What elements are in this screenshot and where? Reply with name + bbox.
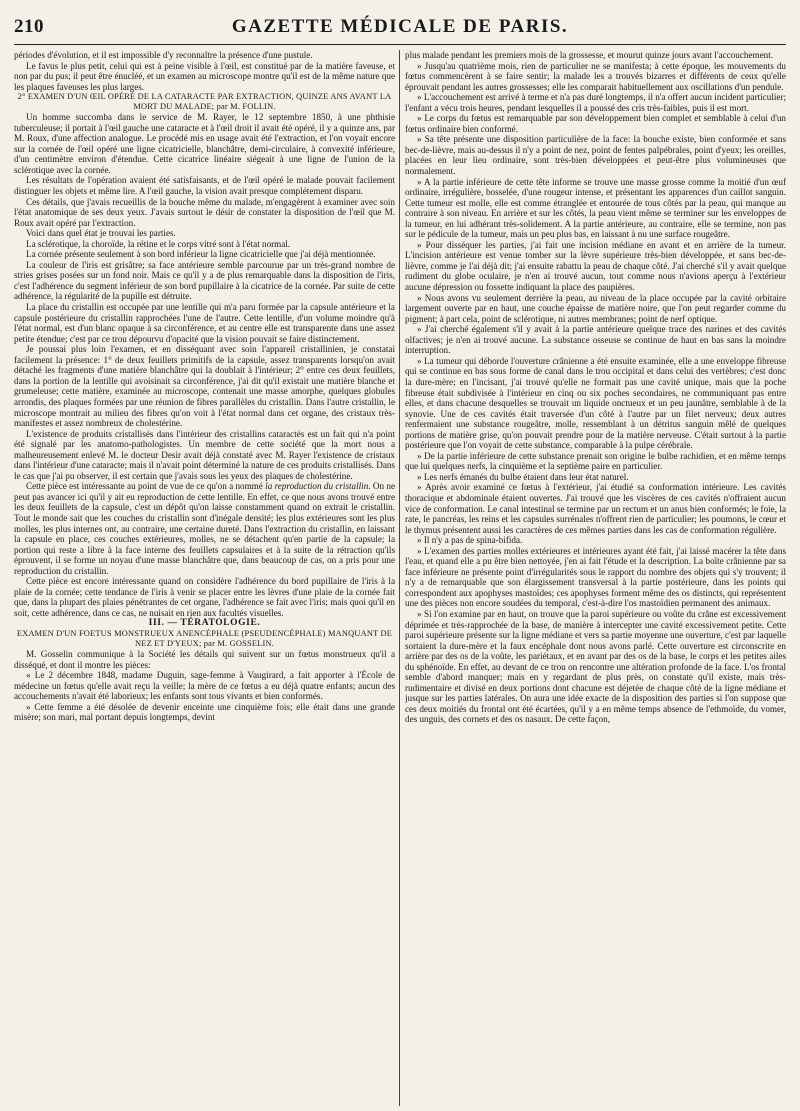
paragraph: » Le corps du fœtus est remarquable par son développement bien complet et semblable à celui d'un fœtus ordinaire bien conformé.: [405, 113, 786, 134]
paragraph: » Nous avons vu seulement derrière la peau, au niveau de la place occupée par la cavité orbitaire largement ouverte par en haut, une couche épaisse de matière noire, que l'on peut regarder comme du pigment; à part cela, point de sclérotique, ni autres membranes; point de nerf optique.: [405, 292, 786, 324]
paragraph: « Le 2 décembre 1848, madame Duguin, sage-femme à Vaugirard, a fait apporter à l'École de médecine un fœtus qu'elle avait reçu la veille; la mère de ce fœtus a eu déjà quatre enfants; aucun des accouchements n'avait été laborieux; les enfants sont tous vivants et bien conformés.: [14, 670, 395, 702]
paragraph: » De la partie inférieure de cette substance prenait son origine le bulbe rachidien, et en même temps que lui quelques nerfs, la cinquième et la septième paire en particulier.: [405, 450, 786, 472]
paragraph: » Il n'y a pas de spina-bifida.: [417, 535, 523, 546]
paragraph: Le favus le plus petit, celui qui est à peine visible à l'œil, est constitué par de la matière faveuse, et non par du pus; il peut être énucléé, et un examen au microscope montre qu'il est de la même nature que les plaques faveuses les plus larges.: [14, 60, 395, 92]
paragraph: Ces détails, que j'avais recueillis de la bouche même du malade, m'engagèrent à examiner avec soin l'état anatomique de ses deux yeux. J'avais surtout le désir de constater la disposition de l'œil que M. Roux avait opéré par l'extraction.: [14, 196, 395, 228]
paragraph: Voici dans quel état je trouvai les parties.: [26, 228, 176, 239]
paragraph: [14, 481, 395, 576]
paragraph: » L'examen des parties molles extérieures et intérieures ayant été fait, j'ai laissé macérer la tête dans l'eau, et quand elle a pu être bien nettoyée, j'en ai fait l'étude et la description. La boîte crânienne par sa face inférieure ne présente point d'irrégularités sous le rapport du nombre des objets qui s'y trouvent; il n'y a de remarquable que son élargissement transversal à la partie postérieure, dans les points qui correspondent aux apophyses mastoïdes; ces apophyses forment même des os distincts, qui représentent une des pièces non encore soudées du temporal, c'est-à-dire l'os mastoïdien permanent des animaux.: [405, 545, 786, 609]
paragraph: » A la partie inférieure de cette tête informe se trouve une masse grosse comme la moitié d'un œuf ordinaire, irrégulière, bosselée, d'une rougeur intense, et présentant les apparences d'un caillot sanguin. Cette tumeur est molle, elle est comme étranglée et entourée de tous côtés par la peau, qui manque au contraire à son niveau. En arrière et sur les côtés, la peau vient même se terminer sur les enveloppes de la tumeur, en lui adhérant très-solidement. A la partie antérieure, au contraire, elle se termine, non pas sur le pédicule de la tumeur, mais un peu plus bas, en laissant à nu une surface rougeâtre.: [405, 176, 786, 240]
paragraph: plus malade pendant les premiers mois de la grossesse, et mourut quinze jours avant l'accouchement.: [405, 50, 774, 60]
paragraph: » L'accouchement est arrivé à terme et n'a pas duré longtemps, il n'a offert aucun incident particulier; l'enfant a vécu trois heures, pendant lesquelles il a poussé des cris très-faibles, puis il est mort.: [405, 92, 786, 113]
column-divider: [399, 50, 400, 1106]
paragraph: Cette pièce est encore intéressante quand on considère l'adhérence du bord pupillaire de l'iris à la plaie de la cornée; cette tendance de l'iris à venir se placer entre les lèvres d'une plaie de la cornée fait que, dans la plupart des plaies pénétrantes de cet organe, l'adhérence se fait avec l'iris; mais quoi qu'il en soit, cette adhérence, dans ce cas, ne nuisait en rien aux facultés visuelles.: [14, 576, 395, 618]
right-column: [405, 50, 786, 1106]
paragraph: » Cette femme a été désolée de devenir enceinte une cinquième fois; elle était dans une grande misère; son mari, mal portant depuis longtemps, devint: [14, 701, 395, 723]
paragraph: » Après avoir examiné ce fœtus à l'extérieur, j'ai étudié sa conformation intérieure. Les cavités thoracique et abdominale étaient ouvertes. J'ai trouvé que les viscères de ces cavités n'offraient aucun vice de conformation. Le canal intestinal se termine par un rectum et un anus bien conformés; le foie, la rate, le pancréas, les reins et les capsules surrénales n'offrent rien de particulier; les poumons, le cœur et le thymus présentent aussi les caractères de ces mêmes parties dans les cas de conformation régulière.: [405, 482, 786, 535]
paragraph: périodes d'évolution, et il est impossible d'y reconnaître la présence d'une pustule.: [14, 50, 313, 60]
article-title: EXAMEN D'UN FOETUS MONSTRUEUX ANENCÉPHALE (PSEUDENCÉPHALE) MANQUANT DE NEZ ET D'YEUX; par M. GOSSELIN.: [16, 628, 393, 648]
italic-phrase: la reproduction du cristallin: [265, 481, 369, 492]
paragraph: M. Gosselin communique à la Société les détails qui suivent sur un fœtus monstrueux qu'il a disséqué, et dont il montre les pièces:: [14, 648, 395, 670]
article-title: 2° EXAMEN D'UN ŒIL OPÉRÉ DE LA CATARACTE PAR EXTRACTION, QUINZE ANS AVANT LA MORT DU MALADE; par M. FOLLIN.: [17, 92, 392, 112]
paragraph: La sclérotique, la choroïde, la rétine et le corps vitré sont à l'état normal.: [26, 238, 291, 249]
paragraph: La cornée présente seulement à son bord inférieur la ligne cicatricielle que j'ai déjà mentionnée.: [26, 249, 376, 260]
paragraph: » Si l'on examine par en haut, on trouve que la paroi supérieure ou voûte du crâne est excessivement déprimée et très-rapprochée de la base, de manière à intercepter une cavité excessivement petite. Cette paroi supérieure présente sur la ligne médiane et vers sa partie moyenne une ouverture, c'est par laquelle sortaient la dure-mère et la faux encéphale dont nous avons parlé. Cette ouverture est circonscrite en arrière par des os de la voûte, les pariétaux, et en avant par des os de la base, le corps et les petites ailes du sphénoïde. En effet, au devant de ce trou on rencontre une altération profonde de la face. L'os frontal semble d'abord manquer; mais en y regardant de plus près, on constate qu'il existe, mais très-rudimentaire et divisé en deux portions dont chacune est déjetée de chaque côté de la ligne médiane et jusque sur les parties latérales. On aura une idée exacte de la disposition des parties si l'on suppose que ces deux moitiés du frontal ont été écartées, qu'il y a en même temps absence de l'ethmoïde, du vomer, des unguis, des cornets et des os nasaux. De cette façon,: [405, 608, 786, 725]
paragraph: Un homme succomba dans le service de M. Rayer, le 12 septembre 1850, à une phthisie tuberculeuse; il portait à l'œil gauche une cataracte et à l'œil droit il avait été opéré, il y a quinze ans, par M. Roux, d'une affection analogue. Le procédé mis en usage avait été l'extraction, et l'on voyait encore sur la cornée de l'œil opéré une ligne cicatricielle, blanchâtre, demi-circulaire, à convexité inférieure, d'un centimètre environ d'étendue. Cette cicatrice linéaire siégeait à une ligne de l'union de la sclérotique avec la cornée.: [14, 112, 395, 175]
paragraph: Les résultats de l'opération avaient été satisfaisants, et de l'œil opéré le malade pouvait facilement distinguer les objets et même lire. A l'œil gauche, la vision avait presque complétement disparu.: [14, 175, 395, 197]
page-header: [14, 14, 786, 45]
paragraph: » Pour disséquer les parties, j'ai fait une incision médiane en avant et en arrière de la tumeur. L'incision antérieure est venue tomber sur la lèvre supérieure très-bien développée, et sans bec-de-lièvre, comme je l'ai déjà dit; j'ai ensuite rabattu la peau de chaque côté. J'ai cherché s'il y avait quelque rudiment du globe oculaire, je n'en ai trouvé aucun, tout comme nous n'avions aperçu à l'extérieur aucune dépression ou fossette indiquant la place des paupières.: [405, 239, 786, 293]
text-run: . On ne peut pas avancer ici qu'il y ait eu reproduction de cette lentille. En effet, ce que nous avons trouvé entre les deux feuillets de la capsule, c'est un dépôt qu'on laisse constamment quand on extrait le cristallin. Tout le monde sait que les couches du cristallin sont d'inégale densité; les plus extérieures sont les plus molles, les plus internes ont, au contraire, une certaine dureté. Dans l'extraction du cristallin, en laissant la capsule en place, ces couches extérieures, molles, ne se détachent qu'en partie de la capsule; la portion qui reste a libre à la face interne des feuillets capsulaires et à la suite de la rétraction qu'ils éprouvent, il se forme un noyau d'une masse blanchâtre que, dans beaucoup de cas, on a pris pour une reproduction du cristallin.: [14, 481, 395, 576]
paragraph: La couleur de l'iris est grisâtre; sa face antérieure semble parcourue par un très-grand nombre de stries grises posées sur un fond noir. Mais ce qu'il y a de plus remarquable dans la disposition de l'iris, c'est l'adhérence du segment inférieur de son bord pupillaire à la cicatrice de la cornée. Par suite de cette adhérence, la régularité de la pupille est détruite.: [14, 259, 395, 302]
part-heading: III. — TÉRATOLOGIE.: [148, 618, 261, 629]
paragraph: La place du cristallin est occupée par une lentille qui m'a paru formée par la capsule antérieure et la capsule postérieure du cristallin rapprochées l'une de l'autre. Cette lentille, d'un volume moindre qu'à l'état normal, est d'un blanc opaque à sa circonférence, et au centre elle est transparente dans une assez petite étendue; c'est par ce trou dépourvu d'opacité que la vision pouvait se faire distinctement.: [14, 302, 395, 344]
paragraph: » La tumeur qui déborde l'ouverture crânienne a été ensuite examinée, elle a une enveloppe fibreuse qui se continue en bas sous forme de canal dans le trou occipital et dans celui des vertèbres; c'est donc la dure-mère; en l'incisant, j'ai trouvé qu'elle ne formait pas une cavité unique, mais que la poche fibreuse était subdivisée à l'intérieur en cinq ou six poches secondaires, ne communiquant pas entre elles, et dans chacune desquelles se trouvait un liquide onctueux et un peu jaunâtre, semblable à de la synovie. Une de ces cavités était traversée d'un côté à l'autre par un filet nerveux; deux autres renfermaient une substance rougeâtre, molle, ressemblant à un détritus sanguin mêlé de quelques portions de matière grise, qu'on pouvait prendre pour de la matière nerveuse. C'était surtout à la partie postérieure que l'on voyait de cette substance, comparable à la pulpe cérébrale.: [405, 355, 786, 451]
running-title: GAZETTE MÉDICALE DE PARIS.: [231, 16, 569, 37]
paragraph: » Jusqu'au quatrième mois, rien de particulier ne se manifesta; à cette époque, les mouvements du fœtus commencèrent à se faire sentir; la malade les a trouvés bizarres et différents de ceux qu'elle éprouvait pendant les autres grossesses; elle les comparait habituellement aux oscillations d'un pendule.: [405, 60, 786, 92]
text-run: Cette pièce est intéressante au point de vue de ce qu'on a nommé: [26, 481, 266, 492]
page-number: 210: [14, 16, 44, 37]
paragraph: » Les nerfs émanés du bulbe étaient dans leur état naturel.: [417, 471, 629, 482]
paragraph: L'existence de produits cristallisés dans l'intérieur des cristallins cataractés est un fait qui n'a point été signalé par les anatomo-pathologistes. Un membre de cette société que la mort nous a malheureusement enlevé M. le docteur Desir avait déjà constaté avec M. Rayer l'existence de cristaux dans l'intérieur d'une cataracte; mais il n'avait point déterminé la nature de ces produits cristallisés. Dans le cas que j'ai pu observer, il est certain que j'avais sous les yeux des plaques de cholestérine.: [14, 428, 395, 481]
paragraph: » Sa tête présente une disposition particulière de la face: la bouche existe, bien conformée et sans bec-de-lièvre, mais au-dessus il n'y a point de nez, point de fentes palpébrales, point d'yeux; les oreilles, placées en leur lieu ordinaire, sont très-bien développées et peut-être plus volumineuses que normalement.: [405, 134, 786, 177]
paragraph: » J'ai cherché également s'il y avait à la partie antérieure quelque trace des narines et des cavités olfactives; je n'en ai trouvé aucune. La substance osseuse se continue de haut en bas sans la moindre interruption.: [405, 324, 786, 356]
paragraph: Je poussai plus loin l'examen, et en disséquant avec soin l'appareil cristallinien, je constatai facilement la présence: 1° de deux feuillets primitifs de la capsule, assez transparents lorsqu'on avait détaché les fragments d'une matière blanchâtre qui la doublait à l'intérieur; 2° entre ces deux feuillets, dans la portion de la lentille qui avoisinait sa circonférence, j'ai dit qu'il existait une matière blanche et grumeleuse; cette matière, examinée au microscope, contenait une masse amorphe, quelques globules arrondis, des plaques formées par une réunion de fibres parallèles du cristallin. Dans l'autre cristallin, le microscope montrait au milieu des fibres qu'on voit à l'état normal dans cet organe, des cristaux très-manifestes et assez nombreux de cholestérine.: [14, 344, 395, 429]
left-column: [14, 50, 395, 1106]
